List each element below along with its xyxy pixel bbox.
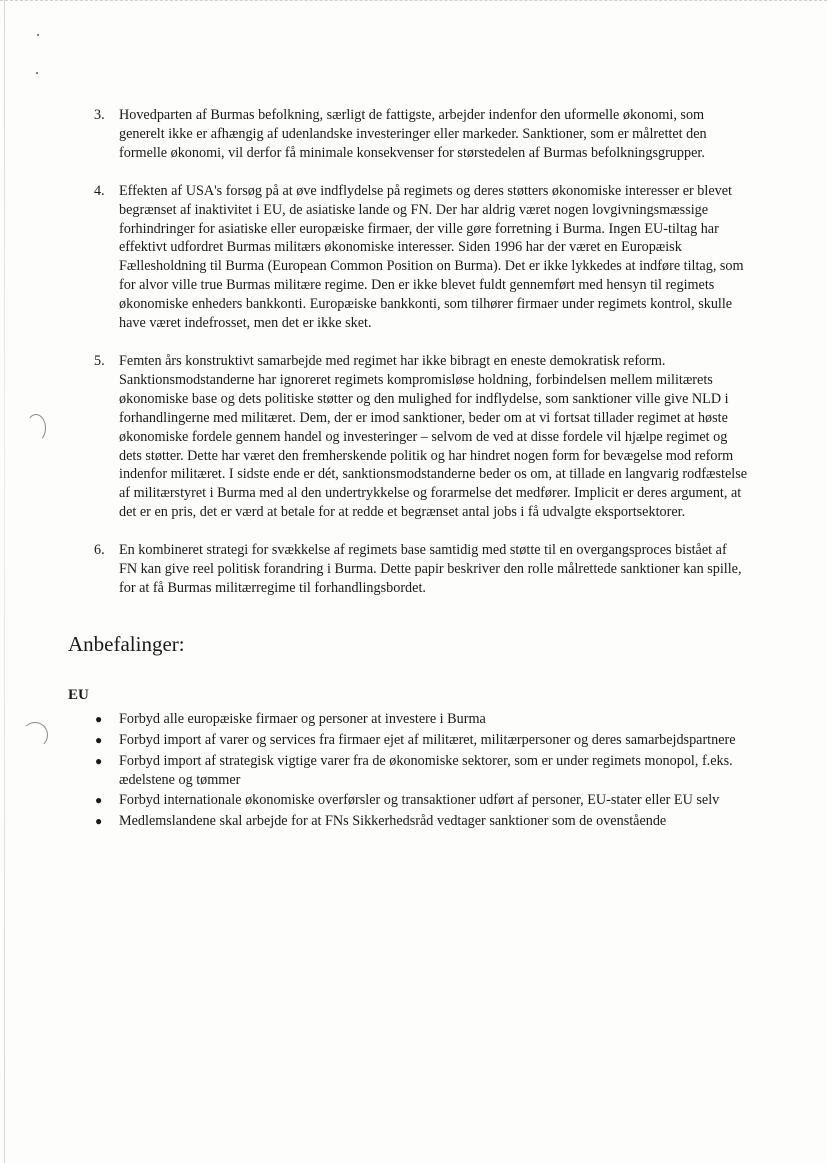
- bullet-icon: ●: [95, 753, 103, 768]
- recommendation-text: Medlemslandene skal arbejde for at FNs Sikkerhedsråd vedtager sanktioner som de ovenstående: [119, 813, 667, 830]
- scan-speck: [36, 72, 38, 74]
- point-item: [68, 106, 748, 163]
- bullet-icon: ●: [95, 732, 103, 747]
- numbered-points: [68, 106, 748, 598]
- recommendation-item: [68, 731, 748, 750]
- recommendation-text: Forbyd import af strategisk vigtige varer fra de økonomiske sektorer, som er under regimets monopol, f.eks. ædelstene og tømmer: [119, 752, 733, 788]
- recommendation-item: [68, 812, 748, 831]
- scan-top-edge: [0, 0, 827, 4]
- point-number: 4.: [94, 182, 105, 199]
- scan-left-edge: [4, 0, 5, 1163]
- recommendation-item: [68, 710, 748, 729]
- bullet-icon: ●: [95, 793, 103, 808]
- point-text: Femten års konstruktivt samarbejde med regimet har ikke bibragt en eneste demokratisk reform. Sanktionsmodstanderne har ignoreret regimets kompromisløse holdning, forbindelsen mellem militærets økonomiske base og dets politiske støtter og den mulighed for indflydelse, som sanktioner ville give NLD i forhandlingerne med militæret. Dem, der er imod sanktioner, beder om at vi fortsat tillader regimet at høste økonomiske fordele gennem handel og investeringer – selvom de ved at disse fordele vil hjælpe regimet og dets støtter. Dette har været den fremherskende politik og har hindret nogen form for bevægelse mod reform indenfor militæret. I sidste ende er dét, sanktionsmodstanderne beder os om, at tillade en langvarig rodfæstelse af militærstyret i Burma med al den undertrykkelse og forarmelse det medfører. Implicit er deres argument, at det er en pris, det er værd at betale for at redde et begrænset antal jobs i få udvalgte eksportsektorer.: [119, 352, 748, 521]
- point-number: 5.: [94, 352, 105, 369]
- recommendations-list: [68, 710, 748, 831]
- section-heading: Anbefalinger:: [68, 631, 185, 656]
- point-text: En kombineret strategi for svækkelse af regimets base samtidig med støtte til en overgangsproces bistået af FN kan give reel politisk forandring i Burma. Dette papir beskriver den rolle målrettede sanktioner kan spille, for at få Burmas militærregime til forhandlingsbordet.: [119, 542, 742, 596]
- punch-hole-mark: [26, 414, 46, 442]
- point-number: 3.: [94, 107, 105, 123]
- point-text: Hovedparten af Burmas befolkning, særligt de fattigste, arbejder indenfor den uformelle økonomi, som generelt ikke er afhængig af udenlandske investeringer eller markeder. Sanktioner, som er målrettet den formelle økonomi, vil derfor få minimale konsekvenser for størstedelen af Burmas befolkningsgrupper.: [119, 107, 707, 161]
- recommendation-text: Forbyd import af varer og services fra firmaer ejet af militæret, militærpersoner og deres samarbejdspartnere: [119, 731, 736, 748]
- bullet-icon: ●: [95, 814, 103, 829]
- subheading-eu: EU: [68, 686, 89, 703]
- recommendation-text: Forbyd internationale økonomiske overførsler og transaktioner udført af personer, EU-stater eller EU selv: [119, 792, 720, 809]
- bullet-icon: ●: [95, 711, 103, 726]
- point-item: [68, 182, 748, 333]
- point-item: [68, 352, 748, 522]
- recommendation-text: Forbyd alle europæiske firmaer og personer at investere i Burma: [119, 710, 486, 727]
- punch-hole-mark: [22, 722, 48, 748]
- scan-speck: [37, 34, 39, 36]
- recommendation-item: [68, 791, 748, 810]
- recommendation-item: [68, 752, 748, 790]
- point-text: Effekten af USA's forsøg på at øve indflydelse på regimets og deres støtters økonomiske interesser er blevet begrænset af inaktivitet i EU, de asiatiske lande og FN. Der har aldrig været nogen lovgivningsmæssige forhindringer for asiatiske eller europæiske firmaer, der ville gøre forretning i Burma. Ingen EU-tiltag har effektivt udfordret Burmas militærs økonomiske interesser. Siden 1996 har der været en Europæisk Fællesholdning til Burma (European Common Position on Burma). Det er ikke lykkedes at indføre tiltag, som for alvor ville true Burmas militære regime. Den er ikke blevet fuldt gennemført med hensyn til regimets økonomiske enheders bankkonti. Europæiske bankkonti, som tilhører firmaer under regimets kontrol, skulle have været indefrosset, men det er ikke sket.: [119, 182, 744, 332]
- document-body: [68, 106, 748, 833]
- point-item: [68, 541, 748, 598]
- point-number: 6.: [94, 542, 105, 559]
